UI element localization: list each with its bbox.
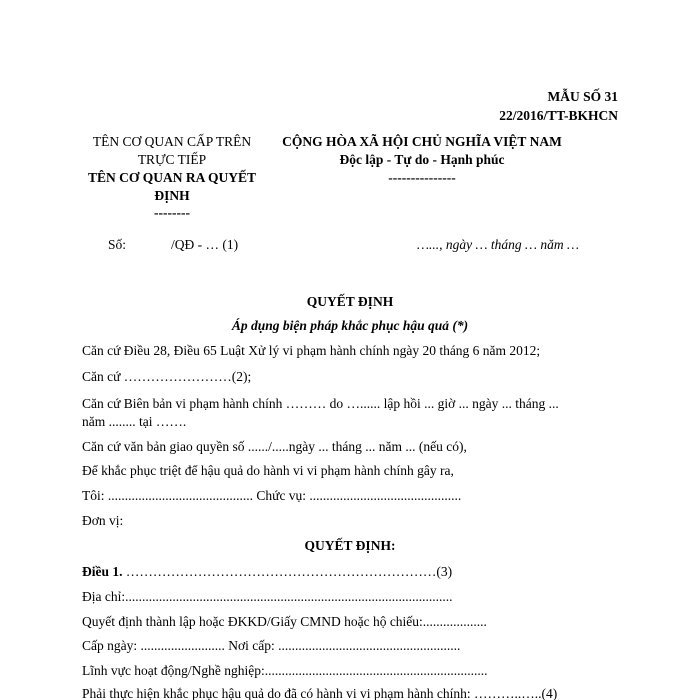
purpose-statement: Để khắc phục triệt để hậu quả do hành vi vi phạm hành chính gây ra, <box>82 463 454 478</box>
registration-line: Quyết định thành lập hoặc ĐKKD/Giấy CMND hoặc hộ chiếu:................... <box>82 614 487 629</box>
form-number: MẪU SỐ 31 <box>547 89 618 104</box>
legal-basis-violation-record-cont: năm ........ tại ……. <box>82 414 187 429</box>
circular-number: 22/2016/TT-BKHCN <box>499 108 618 123</box>
decision-title: QUYẾT ĐỊNH <box>306 294 394 309</box>
legal-basis-violation-record: Căn cứ Biên bản vi phạm hành chính ……… do …...... lập hồi ... giờ ... ngày ... tháng ... <box>82 396 559 411</box>
right-header-divider: --------------- <box>388 170 456 185</box>
article-1-label: Điều 1. <box>82 564 123 579</box>
legal-basis-law: Căn cứ Điều 28, Điều 65 Luật Xử lý vi phạm hành chính ngày 20 tháng 6 năm 2012; <box>82 343 541 358</box>
national-motto: Độc lập - Tự do - Hạnh phúc <box>339 152 505 167</box>
issuing-agency-line1: TÊN CƠ QUAN RA QUYẾT <box>87 170 257 185</box>
issue-date-line: …..., ngày … tháng … năm … <box>417 237 580 252</box>
issue-info-line: Cấp ngày: ......................... Nơi cấp: ...................................................... <box>82 638 461 653</box>
unit-line: Đơn vị: <box>82 513 124 528</box>
signer-and-position: Tôi: ........................................... Chức vụ: ............................................. <box>82 488 462 503</box>
article-1 <box>82 564 452 580</box>
superior-agency-line2: TRỰC TIẾP <box>137 152 207 167</box>
legal-basis-other: Căn cứ ……………………(2); <box>82 369 252 384</box>
superior-agency-line1: TÊN CƠ QUAN CẤP TRÊN <box>92 134 252 149</box>
decision-subtitle: Áp dụng biện pháp khắc phục hậu quả (*) <box>231 318 469 333</box>
issuing-agency-line2: ĐỊNH <box>154 188 190 203</box>
country-name: CỘNG HÒA XÃ HỘI CHỦ NGHĨA VIỆT NAM <box>282 134 562 149</box>
remedy-line: Phải thực hiện khắc phục hậu quả do đã có hành vi vi phạm hành chính: ………..…..(4) <box>82 686 558 700</box>
decision-number-label: Số: <box>108 237 127 252</box>
legal-basis-delegation: Căn cứ văn bản giao quyền số ....../.....ngày ... tháng ... năm ... (nếu có), <box>82 439 467 454</box>
decision-number-value: /QĐ - … (1) <box>171 237 239 252</box>
article-1-text: ……………………………………………………………(3) <box>122 564 453 579</box>
address-line: Địa chỉ:................................................................................................. <box>82 589 453 604</box>
decision-heading: QUYẾT ĐỊNH: <box>304 538 396 553</box>
left-header-divider: -------- <box>154 205 190 220</box>
occupation-line: Lĩnh vực hoạt động/Nghề nghiệp:.................................................................. <box>82 663 488 678</box>
